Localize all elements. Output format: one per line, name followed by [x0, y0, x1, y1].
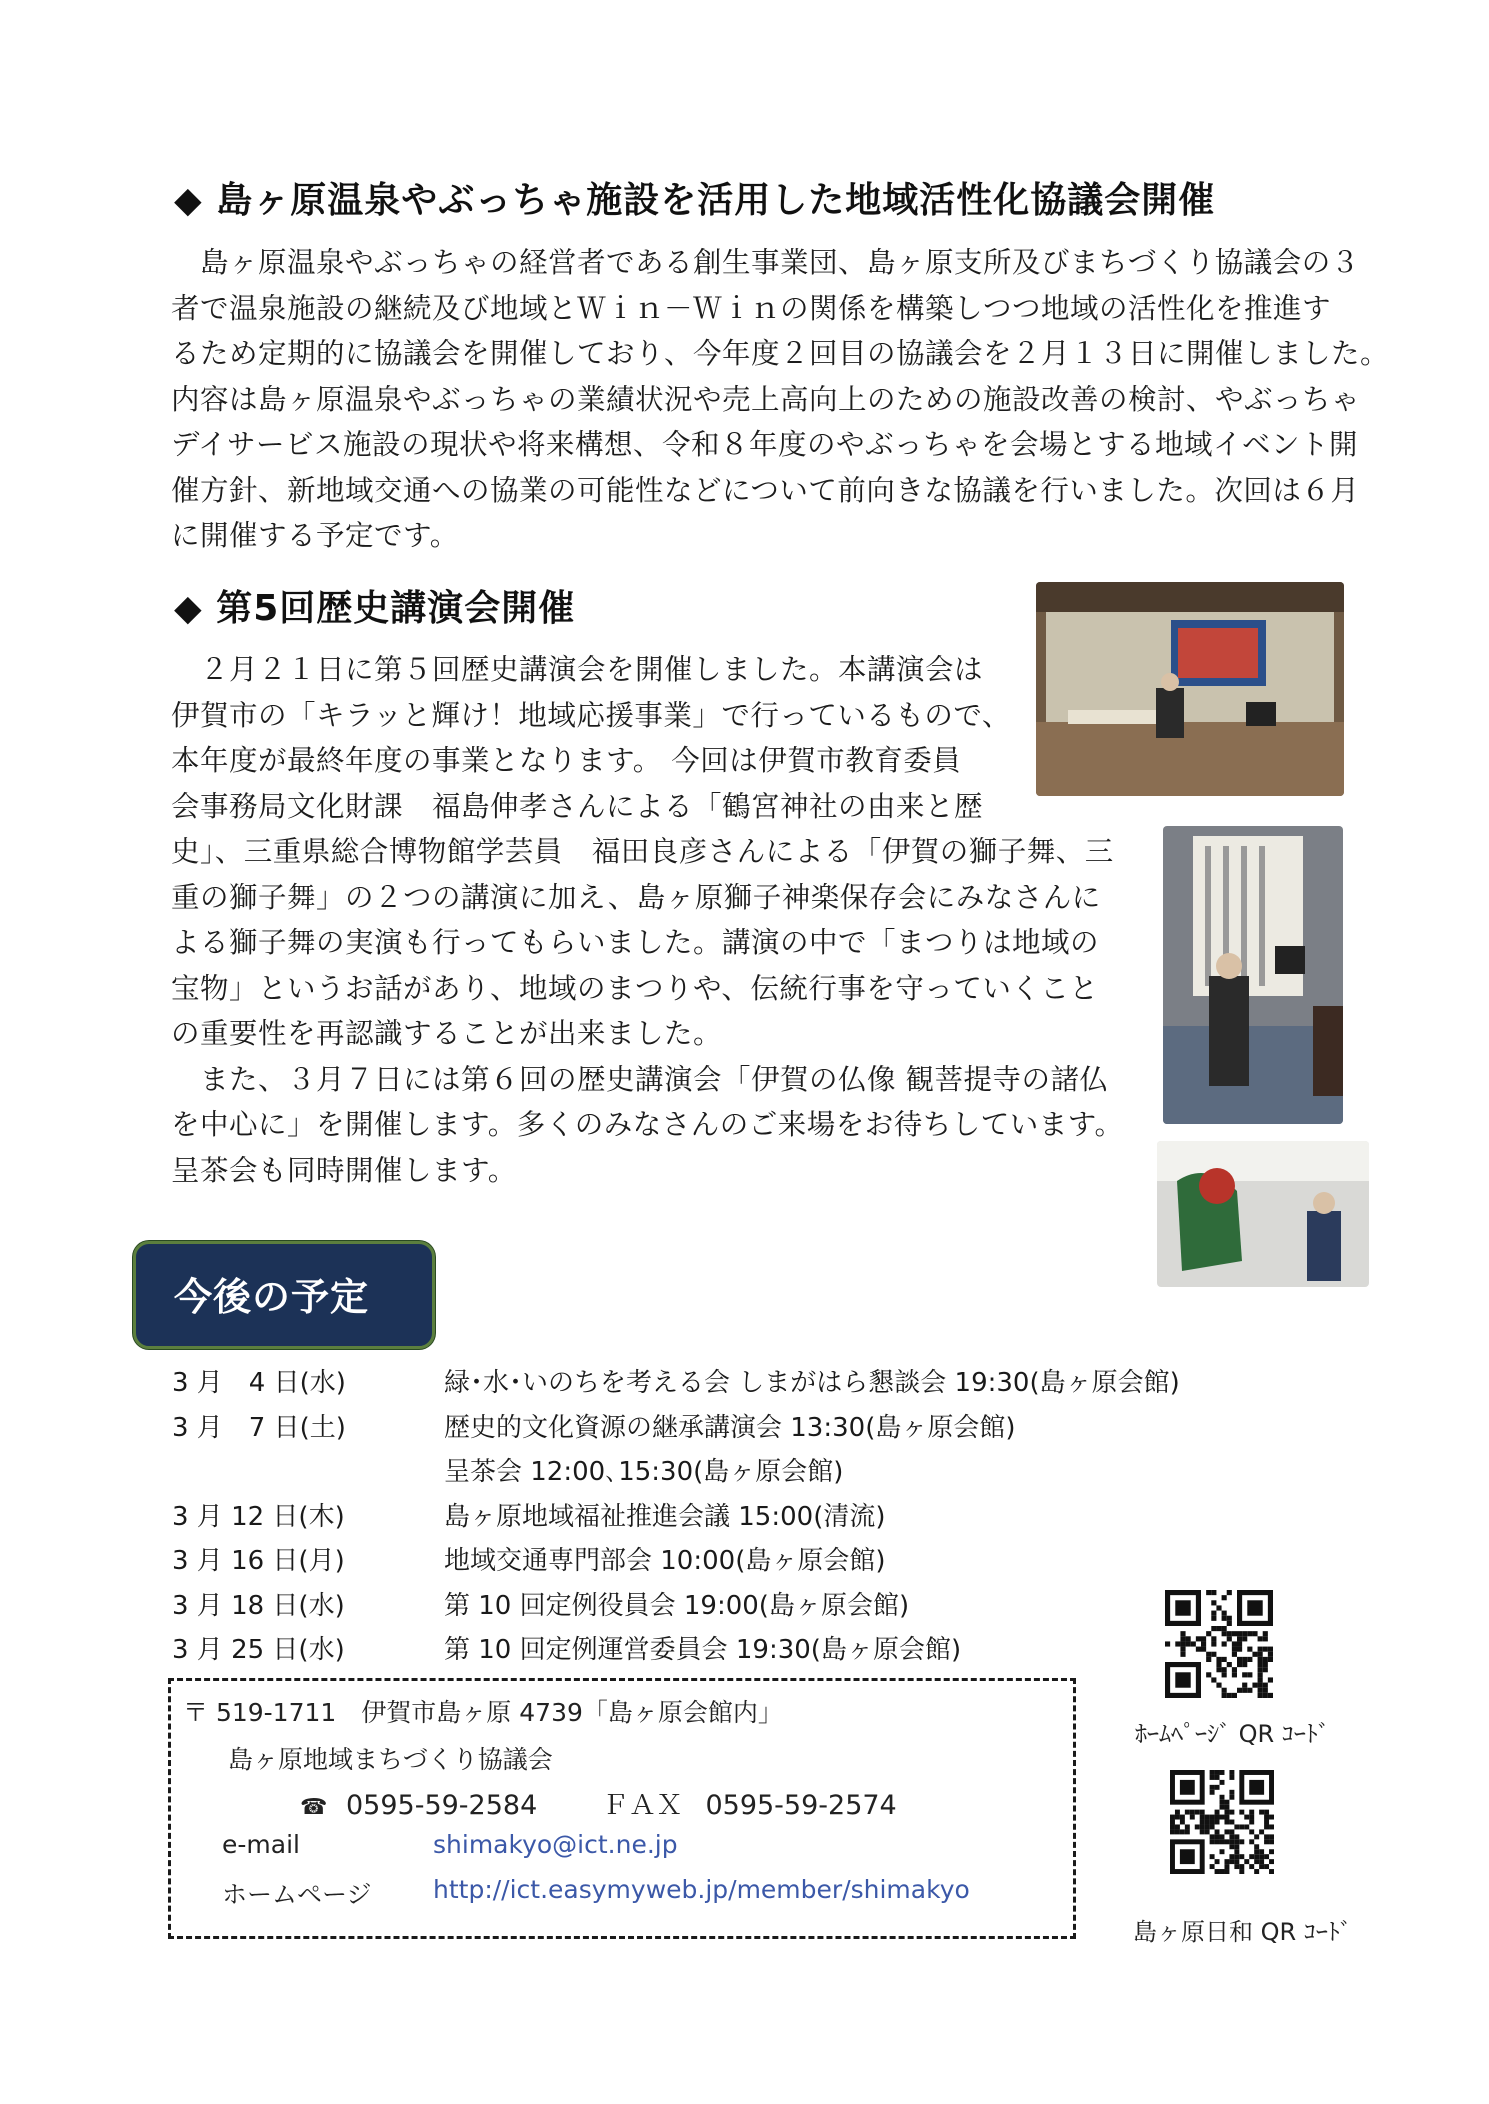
paragraph-line: よる獅子舞の実演も行ってもらいました。講演の中で「まつりは地域の — [171, 926, 1100, 959]
paragraph-line: 本年度が最終年度の事業となります。 今回は伊賀市教育委員 — [171, 744, 962, 777]
lecture-photo-1 — [1036, 582, 1344, 796]
paragraph-line: ２月２１日に第５回歴史講演会を開催しました。本講演会は — [171, 653, 984, 686]
paragraph-line: 呈茶会も同時開催します。 — [171, 1153, 517, 1187]
paragraph-line: 島ヶ原温泉やぶっちゃの経営者である創生事業団、島ヶ原支所及びまちづくり協議会の３ — [171, 246, 1360, 279]
email-link[interactable]: shimakyo@ict.ne.jp — [433, 1830, 678, 1859]
hiyori-qr-label: 島ヶ原日和 QR ｺｰﾄﾞ — [1133, 1918, 1352, 1946]
email-label: e-mail — [222, 1830, 300, 1859]
paragraph-line: 重の獅子舞」の２つの講演に加え、島ヶ原獅子神楽保存会にみなさんに — [171, 880, 1101, 914]
paragraph-line: 史」、三重県総合博物館学芸員 福田良彦さんによる「伊賀の獅子舞、三 — [171, 835, 1114, 868]
homepage-qr-code[interactable] — [1165, 1590, 1273, 1698]
contact-fax: 0595-59-2574 — [705, 1790, 897, 1821]
homepage-label: ホームページ — [222, 1880, 372, 1909]
paragraph-line: 者で温泉施設の継続及び地域とＷｉｎ－Ｗｉｎの関係を構築しつつ地域の活性化を推進す — [171, 291, 1332, 325]
schedule-event: 緑･水･いのちを考える会 しまがはら懇談会 19:30(島ヶ原会館) — [444, 1368, 1180, 1398]
contact-phone-row — [300, 1783, 897, 1822]
lecture-photo-2 — [1163, 826, 1343, 1124]
schedule-date: 3 月 18 日(水) — [172, 1590, 345, 1621]
paragraph-line: るため定期的に協議会を開催しており、今年度２回目の協議会を２月１３日に開催しました。 — [171, 337, 1390, 370]
contact-address: 〒 519-1711 伊賀市島ヶ原 4739「島ヶ原会館内」 — [183, 1698, 783, 1727]
hiyori-qr-code[interactable] — [1170, 1770, 1274, 1874]
schedule-title: 今後の予定 — [174, 1275, 370, 1319]
paragraph-line: デイサービス施設の現状や将来構想、令和８年度のやぶっちゃを会場とする地域イベント開 — [171, 428, 1359, 461]
section1-heading: ◆ 島ヶ原温泉やぶっちゃ施設を活用した地域活性化協議会開催 — [174, 180, 1216, 221]
shishimai-photo — [1157, 1141, 1369, 1287]
schedule-event: 島ヶ原地域福祉推進会議 15:00(清流) — [444, 1501, 886, 1532]
schedule-date: 3 月 25 日(水) — [172, 1635, 345, 1665]
schedule-event: 第 10 回定例運営委員会 19:30(島ヶ原会館) — [444, 1635, 962, 1665]
schedule-event: 歴史的文化資源の継承講演会 13:30(島ヶ原会館) — [444, 1412, 1016, 1443]
paragraph-line: 催方針、新地域交通への協業の可能性などについて前向きな協議を行いました。次回は６月 — [171, 473, 1360, 507]
homepage-qr-label: ﾎｰﾑﾍﾟｰｼﾞ QR ｺｰﾄﾞ — [1135, 1720, 1330, 1748]
schedule-date: 3 月 7 日(土) — [172, 1412, 346, 1443]
fax-label: ＦＡＸ — [601, 1790, 683, 1821]
section2-body — [171, 647, 1123, 1193]
schedule-date: 3 月 4 日(水) — [172, 1368, 346, 1398]
contact-phone: 0595-59-2584 — [346, 1790, 538, 1821]
paragraph-line: 会事務局文化財課 福島伸孝さんによる「鶴宮神社の由来と歴 — [171, 789, 984, 823]
section1-body — [171, 240, 1389, 559]
schedule-title-badge — [133, 1241, 435, 1349]
schedule-event: 第 10 回定例役員会 19:00(島ヶ原会館) — [444, 1590, 910, 1621]
paragraph-line: に開催する予定です。 — [171, 519, 459, 552]
paragraph-line: また、３月７日には第６回の歴史講演会「伊賀の仏像 観菩提寺の諸仏 — [171, 1062, 1109, 1096]
schedule-event: 地域交通専門部会 10:00(島ヶ原会館) — [444, 1546, 886, 1576]
paragraph-line: を中心に」を開催します。多くのみなさんのご来場をお待ちしています。 — [171, 1108, 1124, 1141]
phone-icon: ☎ — [300, 1795, 328, 1820]
section2-heading: ◆ 第5回歴史講演会開催 — [174, 588, 576, 629]
paragraph-line: 内容は島ヶ原温泉やぶっちゃの業績状況や売上高向上のための施設改善の検討、やぶっちゃ — [171, 382, 1361, 416]
paragraph-line: 宝物」というお話があり、地域のまつりや、伝統行事を守っていくこと — [171, 971, 1099, 1005]
contact-org: 島ヶ原地域まちづくり協議会 — [228, 1745, 553, 1774]
schedule-date: 3 月 12 日(木) — [172, 1501, 345, 1532]
schedule-date: 3 月 16 日(月) — [172, 1546, 345, 1576]
homepage-link[interactable]: http://ict.easymyweb.jp/member/shimakyo — [433, 1875, 970, 1904]
schedule-event: 呈茶会 12:00､15:30(島ヶ原会館) — [444, 1457, 844, 1487]
paragraph-line: の重要性を再認識することが出来ました。 — [171, 1017, 723, 1050]
paragraph-line: 伊賀市の「キラッと輝け！地域応援事業」で行っているもので、 — [171, 698, 1011, 732]
